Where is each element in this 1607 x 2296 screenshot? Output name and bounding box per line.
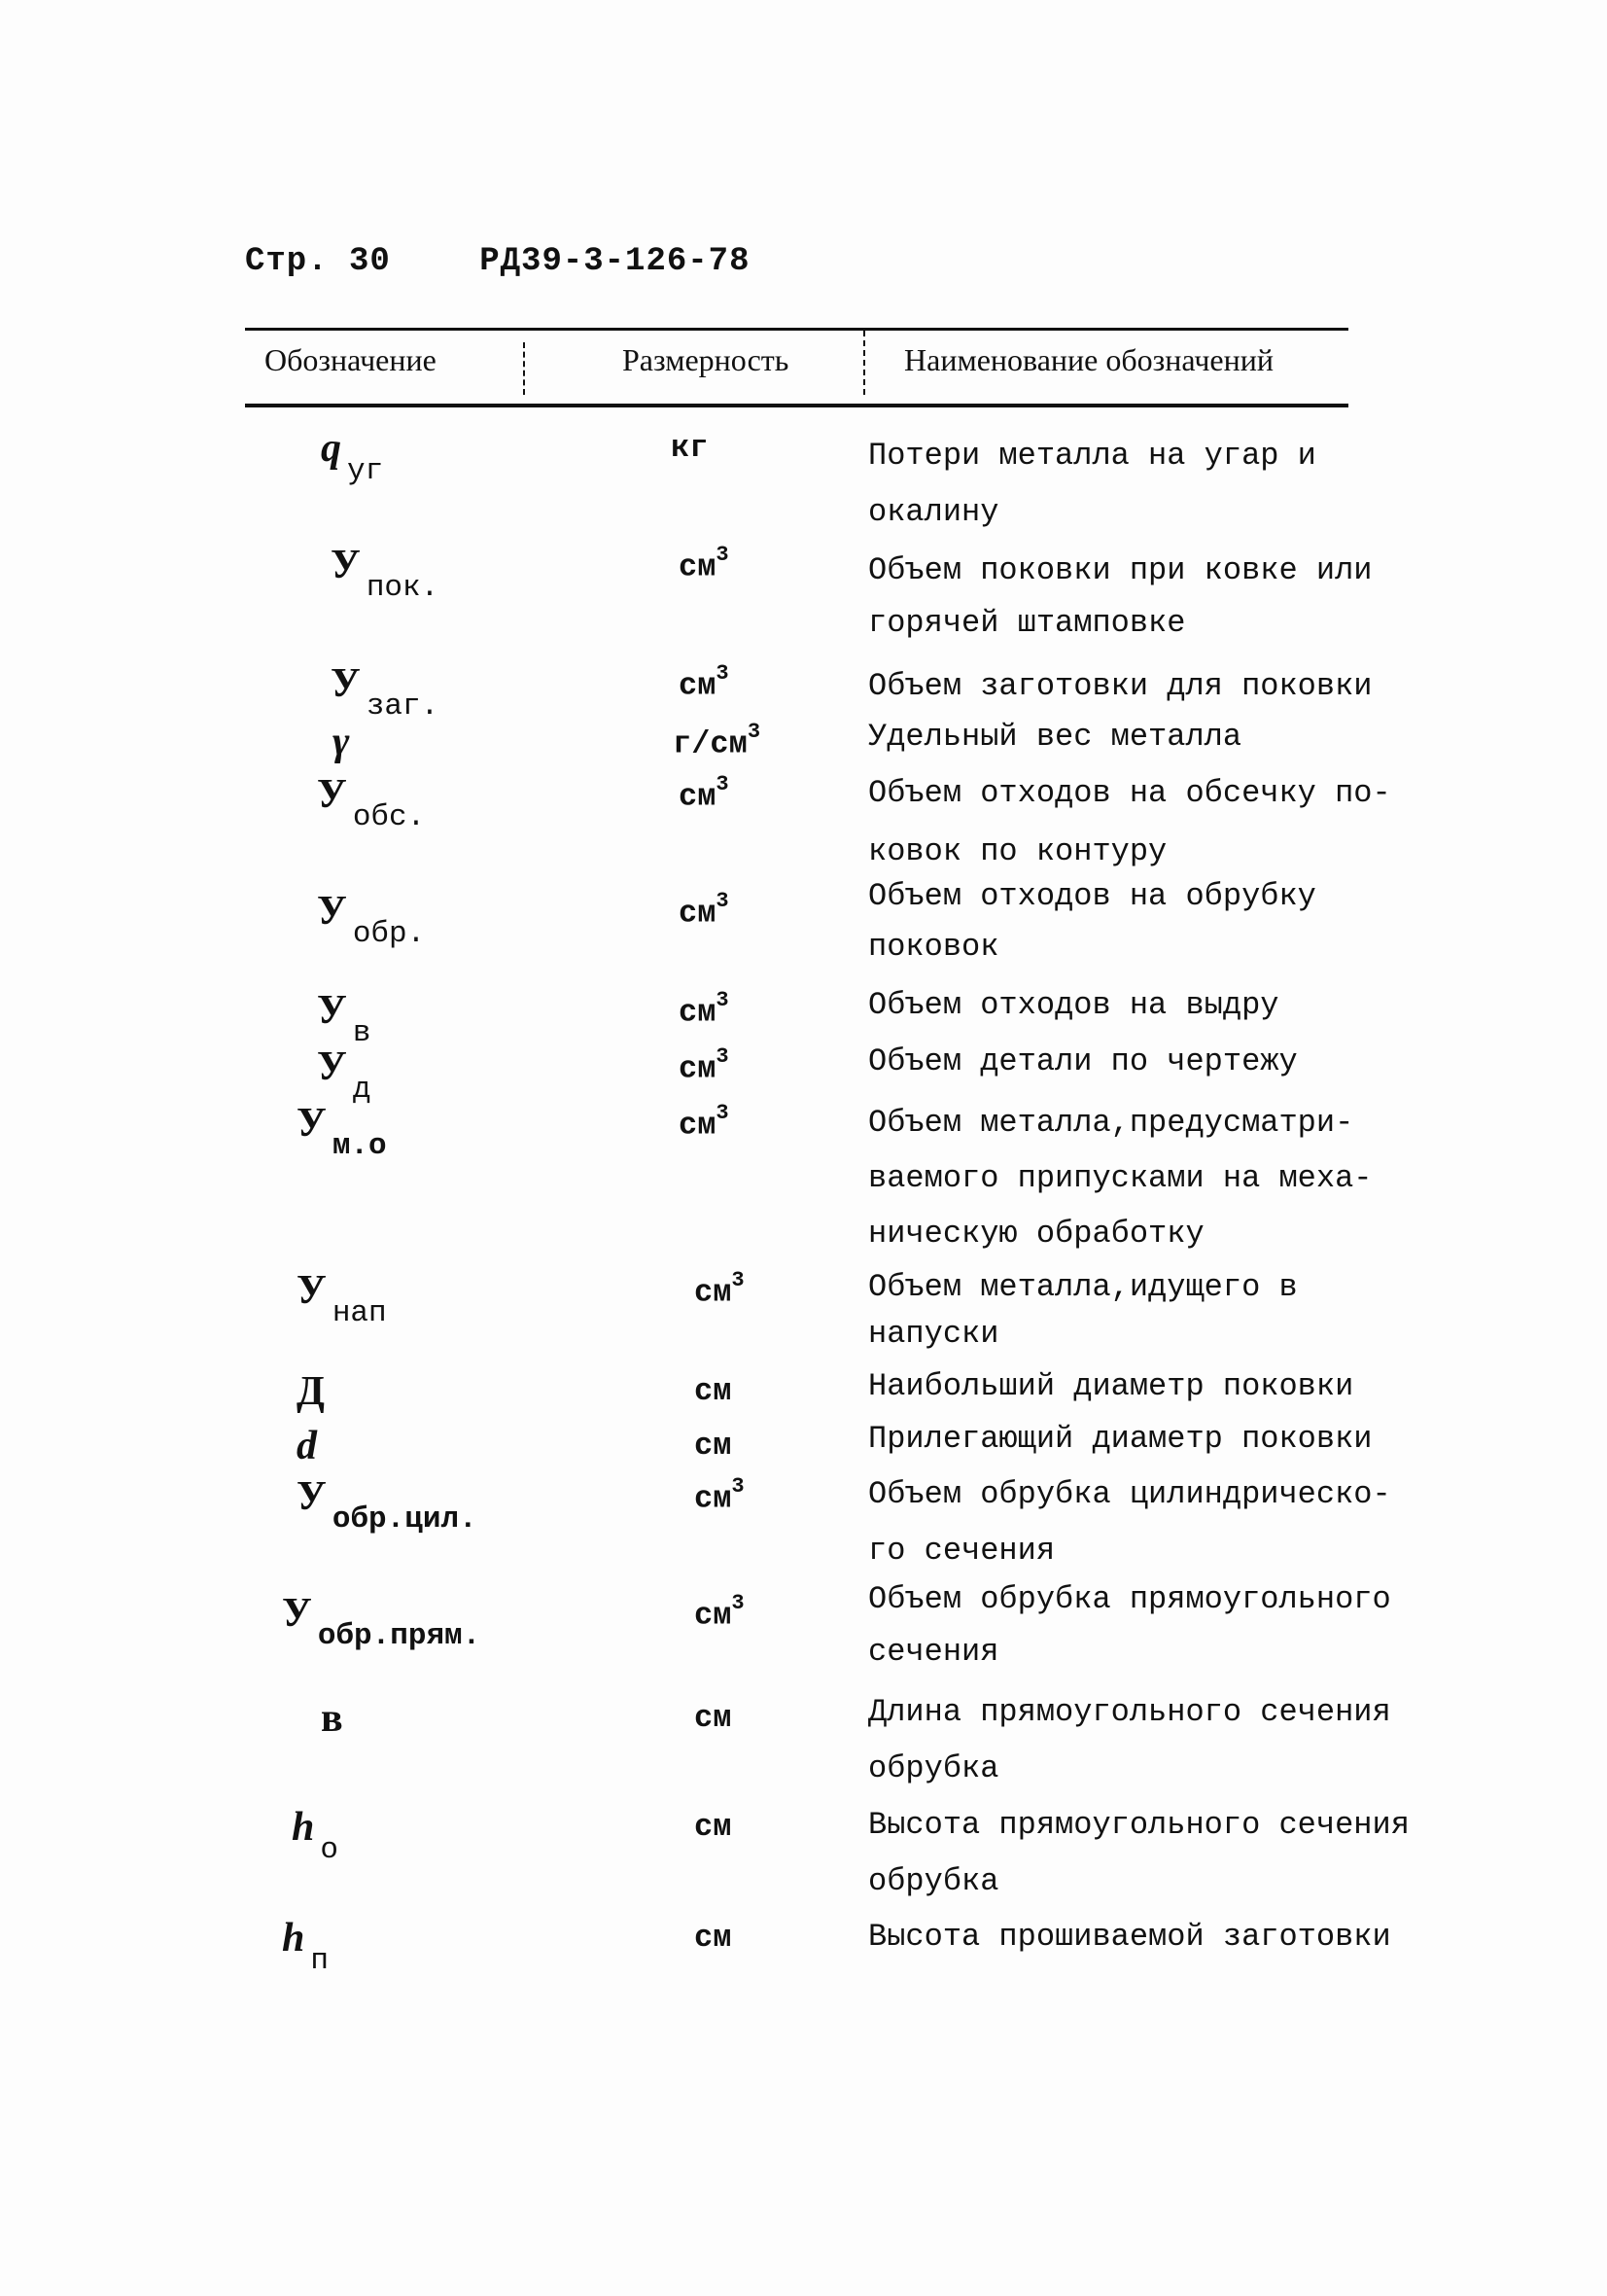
- symbol-letter: У: [317, 988, 347, 1033]
- description-line: ковок по контуру: [868, 833, 1168, 869]
- row-unit: [679, 1044, 729, 1087]
- unit-text: см: [694, 1809, 732, 1845]
- row-unit: [679, 772, 729, 815]
- column-header-unit: Размерность: [622, 342, 789, 377]
- row-unit: [673, 720, 761, 762]
- symbol-subscript: п: [310, 1944, 329, 1978]
- symbol-subscript: уг: [347, 454, 384, 488]
- symbol-subscript: обр.цил.: [332, 1502, 477, 1537]
- symbol-letter: h: [282, 1916, 305, 1960]
- unit-text: см: [679, 1050, 716, 1087]
- unit-text: см: [679, 994, 716, 1031]
- unit-text: см: [679, 667, 716, 704]
- symbol-subscript: пок.: [366, 571, 439, 605]
- symbol-letter: У: [317, 772, 347, 817]
- unit-exponent: 3: [731, 1474, 745, 1499]
- description-line: поковок: [868, 929, 999, 965]
- symbol-subscript: обс.: [352, 800, 426, 834]
- row-unit: [679, 988, 729, 1031]
- row-symbol: [317, 988, 371, 1050]
- row-symbol: [297, 1426, 317, 1466]
- row-description: [868, 1264, 1298, 1358]
- description-line: Потери металла на угар и: [868, 438, 1316, 474]
- column-separator: [863, 331, 865, 395]
- row-symbol: [317, 1044, 371, 1107]
- column-separator: [523, 342, 525, 395]
- row-unit: [694, 1591, 745, 1634]
- symbol-letter: У: [317, 1044, 347, 1089]
- symbol-letter: Д: [297, 1369, 325, 1414]
- table-top-rule: [245, 328, 1348, 331]
- unit-text: см: [679, 548, 716, 585]
- description-line: напуски: [868, 1316, 999, 1352]
- description-line: обрубка: [868, 1750, 999, 1786]
- symbol-letter: У: [317, 889, 347, 934]
- row-symbol: [331, 661, 439, 724]
- row-description: [868, 659, 1372, 714]
- row-symbol: [321, 426, 384, 488]
- row-description: [868, 428, 1316, 541]
- row-unit: [694, 1474, 745, 1517]
- row-symbol: [317, 772, 426, 834]
- row-unit: [679, 1101, 729, 1144]
- symbol-subscript: в: [352, 1016, 371, 1050]
- symbol-letter: У: [282, 1591, 312, 1636]
- unit-text: см: [694, 1480, 732, 1517]
- row-description: [868, 871, 1316, 972]
- row-unit: [679, 543, 729, 585]
- symbol-subscript: обр.: [352, 917, 426, 951]
- row-symbol: [317, 889, 426, 951]
- description-line: Объем поковки при ковке или: [868, 552, 1373, 588]
- row-symbol: [331, 543, 439, 605]
- unit-text: см: [694, 1373, 732, 1409]
- row-description: [868, 764, 1391, 881]
- symbol-subscript: нап: [332, 1296, 387, 1330]
- unit-exponent: 3: [731, 1591, 745, 1615]
- description-line: Объем заготовки для поковки: [868, 668, 1373, 704]
- unit-exponent: 3: [716, 661, 729, 686]
- row-unit: [694, 1920, 731, 1956]
- row-description: [868, 710, 1241, 764]
- row-description: [868, 1360, 1353, 1414]
- symbol-subscript: д: [352, 1073, 371, 1107]
- row-symbol: [332, 722, 349, 762]
- description-line: Объем детали по чертежу: [868, 1043, 1298, 1079]
- description-line: Объем отходов на выдру: [868, 987, 1279, 1023]
- row-unit: [679, 889, 729, 932]
- page-header: [245, 243, 750, 280]
- description-line: Длина прямоугольного сечения: [868, 1694, 1391, 1730]
- description-line: Прилегающий диаметр поковки: [868, 1421, 1373, 1457]
- symbol-subscript: о: [320, 1833, 338, 1867]
- description-line: Объем обрубка цилиндрическо-: [868, 1476, 1391, 1512]
- unit-exponent: 3: [731, 1268, 745, 1292]
- row-description: [868, 1095, 1372, 1261]
- symbol-subscript: заг.: [366, 689, 439, 724]
- description-line: сечения: [868, 1634, 999, 1670]
- description-line: горячей штамповке: [868, 605, 1186, 641]
- unit-text: см: [694, 1428, 732, 1464]
- unit-exponent: 3: [716, 1044, 729, 1069]
- row-unit: [694, 1428, 731, 1464]
- unit-exponent: 3: [716, 772, 729, 796]
- unit-text: г/см: [673, 725, 748, 762]
- column-header-description: Наименование обозначений: [904, 342, 1274, 377]
- description-line: Высота прямоугольного сечения: [868, 1807, 1410, 1843]
- row-symbol: [297, 1101, 387, 1163]
- unit-exponent: 3: [716, 988, 729, 1012]
- description-line: Высота прошиваемой заготовки: [868, 1919, 1391, 1955]
- row-description: [868, 1910, 1391, 1964]
- row-unit: [679, 661, 729, 704]
- symbol-letter: У: [297, 1101, 327, 1146]
- table-header-rule: [245, 404, 1348, 407]
- symbol-letter: У: [331, 661, 361, 706]
- symbol-letter: У: [297, 1474, 327, 1519]
- row-description: [868, 1035, 1298, 1089]
- symbol-letter: У: [331, 543, 361, 587]
- unit-exponent: 3: [716, 1101, 729, 1125]
- description-line: Объем отходов на обсечку по-: [868, 775, 1391, 811]
- unit-text: см: [694, 1597, 732, 1634]
- row-symbol: [292, 1805, 338, 1867]
- description-line: Удельный вес металла: [868, 719, 1242, 755]
- symbol-letter: h: [292, 1805, 315, 1850]
- column-header-symbol: Обозначение: [264, 342, 437, 377]
- row-symbol: [297, 1371, 325, 1412]
- row-unit: [694, 1268, 745, 1311]
- unit-text: см: [694, 1274, 732, 1311]
- symbol-letter: q: [321, 426, 341, 471]
- row-unit: [671, 430, 708, 466]
- row-description: [868, 1573, 1391, 1678]
- symbol-letter: d: [297, 1424, 317, 1468]
- unit-exponent: 3: [716, 889, 729, 913]
- symbol-letter: У: [297, 1268, 327, 1313]
- symbol-letter: в: [321, 1696, 343, 1741]
- unit-text: см: [694, 1920, 732, 1956]
- description-line: Объем металла,идущего в: [868, 1269, 1298, 1305]
- row-description: [868, 1684, 1391, 1797]
- row-symbol: [321, 1698, 343, 1739]
- unit-exponent: 3: [747, 720, 761, 744]
- row-description: [868, 1412, 1372, 1466]
- row-description: [868, 545, 1372, 650]
- description-line: окалину: [868, 494, 999, 530]
- row-unit: [694, 1373, 731, 1409]
- row-symbol: [282, 1916, 329, 1978]
- description-line: го сечения: [868, 1533, 1056, 1569]
- description-line: ваемого припусками на меха-: [868, 1160, 1373, 1196]
- unit-text: см: [679, 895, 716, 932]
- symbol-subscript: м.о: [332, 1129, 387, 1163]
- description-line: Объем отходов на обрубку: [868, 878, 1316, 914]
- row-description: [868, 978, 1278, 1033]
- row-symbol: [282, 1591, 481, 1653]
- row-description: [868, 1466, 1391, 1579]
- row-symbol: [297, 1474, 477, 1537]
- unit-text: см: [679, 1107, 716, 1144]
- unit-text: кг: [671, 430, 709, 466]
- row-description: [868, 1797, 1410, 1910]
- symbol-letter: γ: [332, 720, 350, 764]
- description-line: обрубка: [868, 1863, 999, 1899]
- unit-exponent: 3: [716, 543, 729, 567]
- row-unit: [694, 1700, 731, 1736]
- unit-text: см: [679, 778, 716, 815]
- symbol-subscript: обр.прям.: [317, 1619, 481, 1653]
- document-number: РД39-3-126-78: [479, 243, 751, 280]
- description-line: ническую обработку: [868, 1216, 1205, 1252]
- unit-text: см: [694, 1700, 732, 1736]
- description-line: Наибольший диаметр поковки: [868, 1368, 1354, 1404]
- description-line: Объем металла,предусматри-: [868, 1105, 1354, 1141]
- description-line: Объем обрубка прямоугольного: [868, 1581, 1391, 1617]
- page-label: Стр. 30: [245, 243, 391, 280]
- row-symbol: [297, 1268, 387, 1330]
- row-unit: [694, 1809, 731, 1845]
